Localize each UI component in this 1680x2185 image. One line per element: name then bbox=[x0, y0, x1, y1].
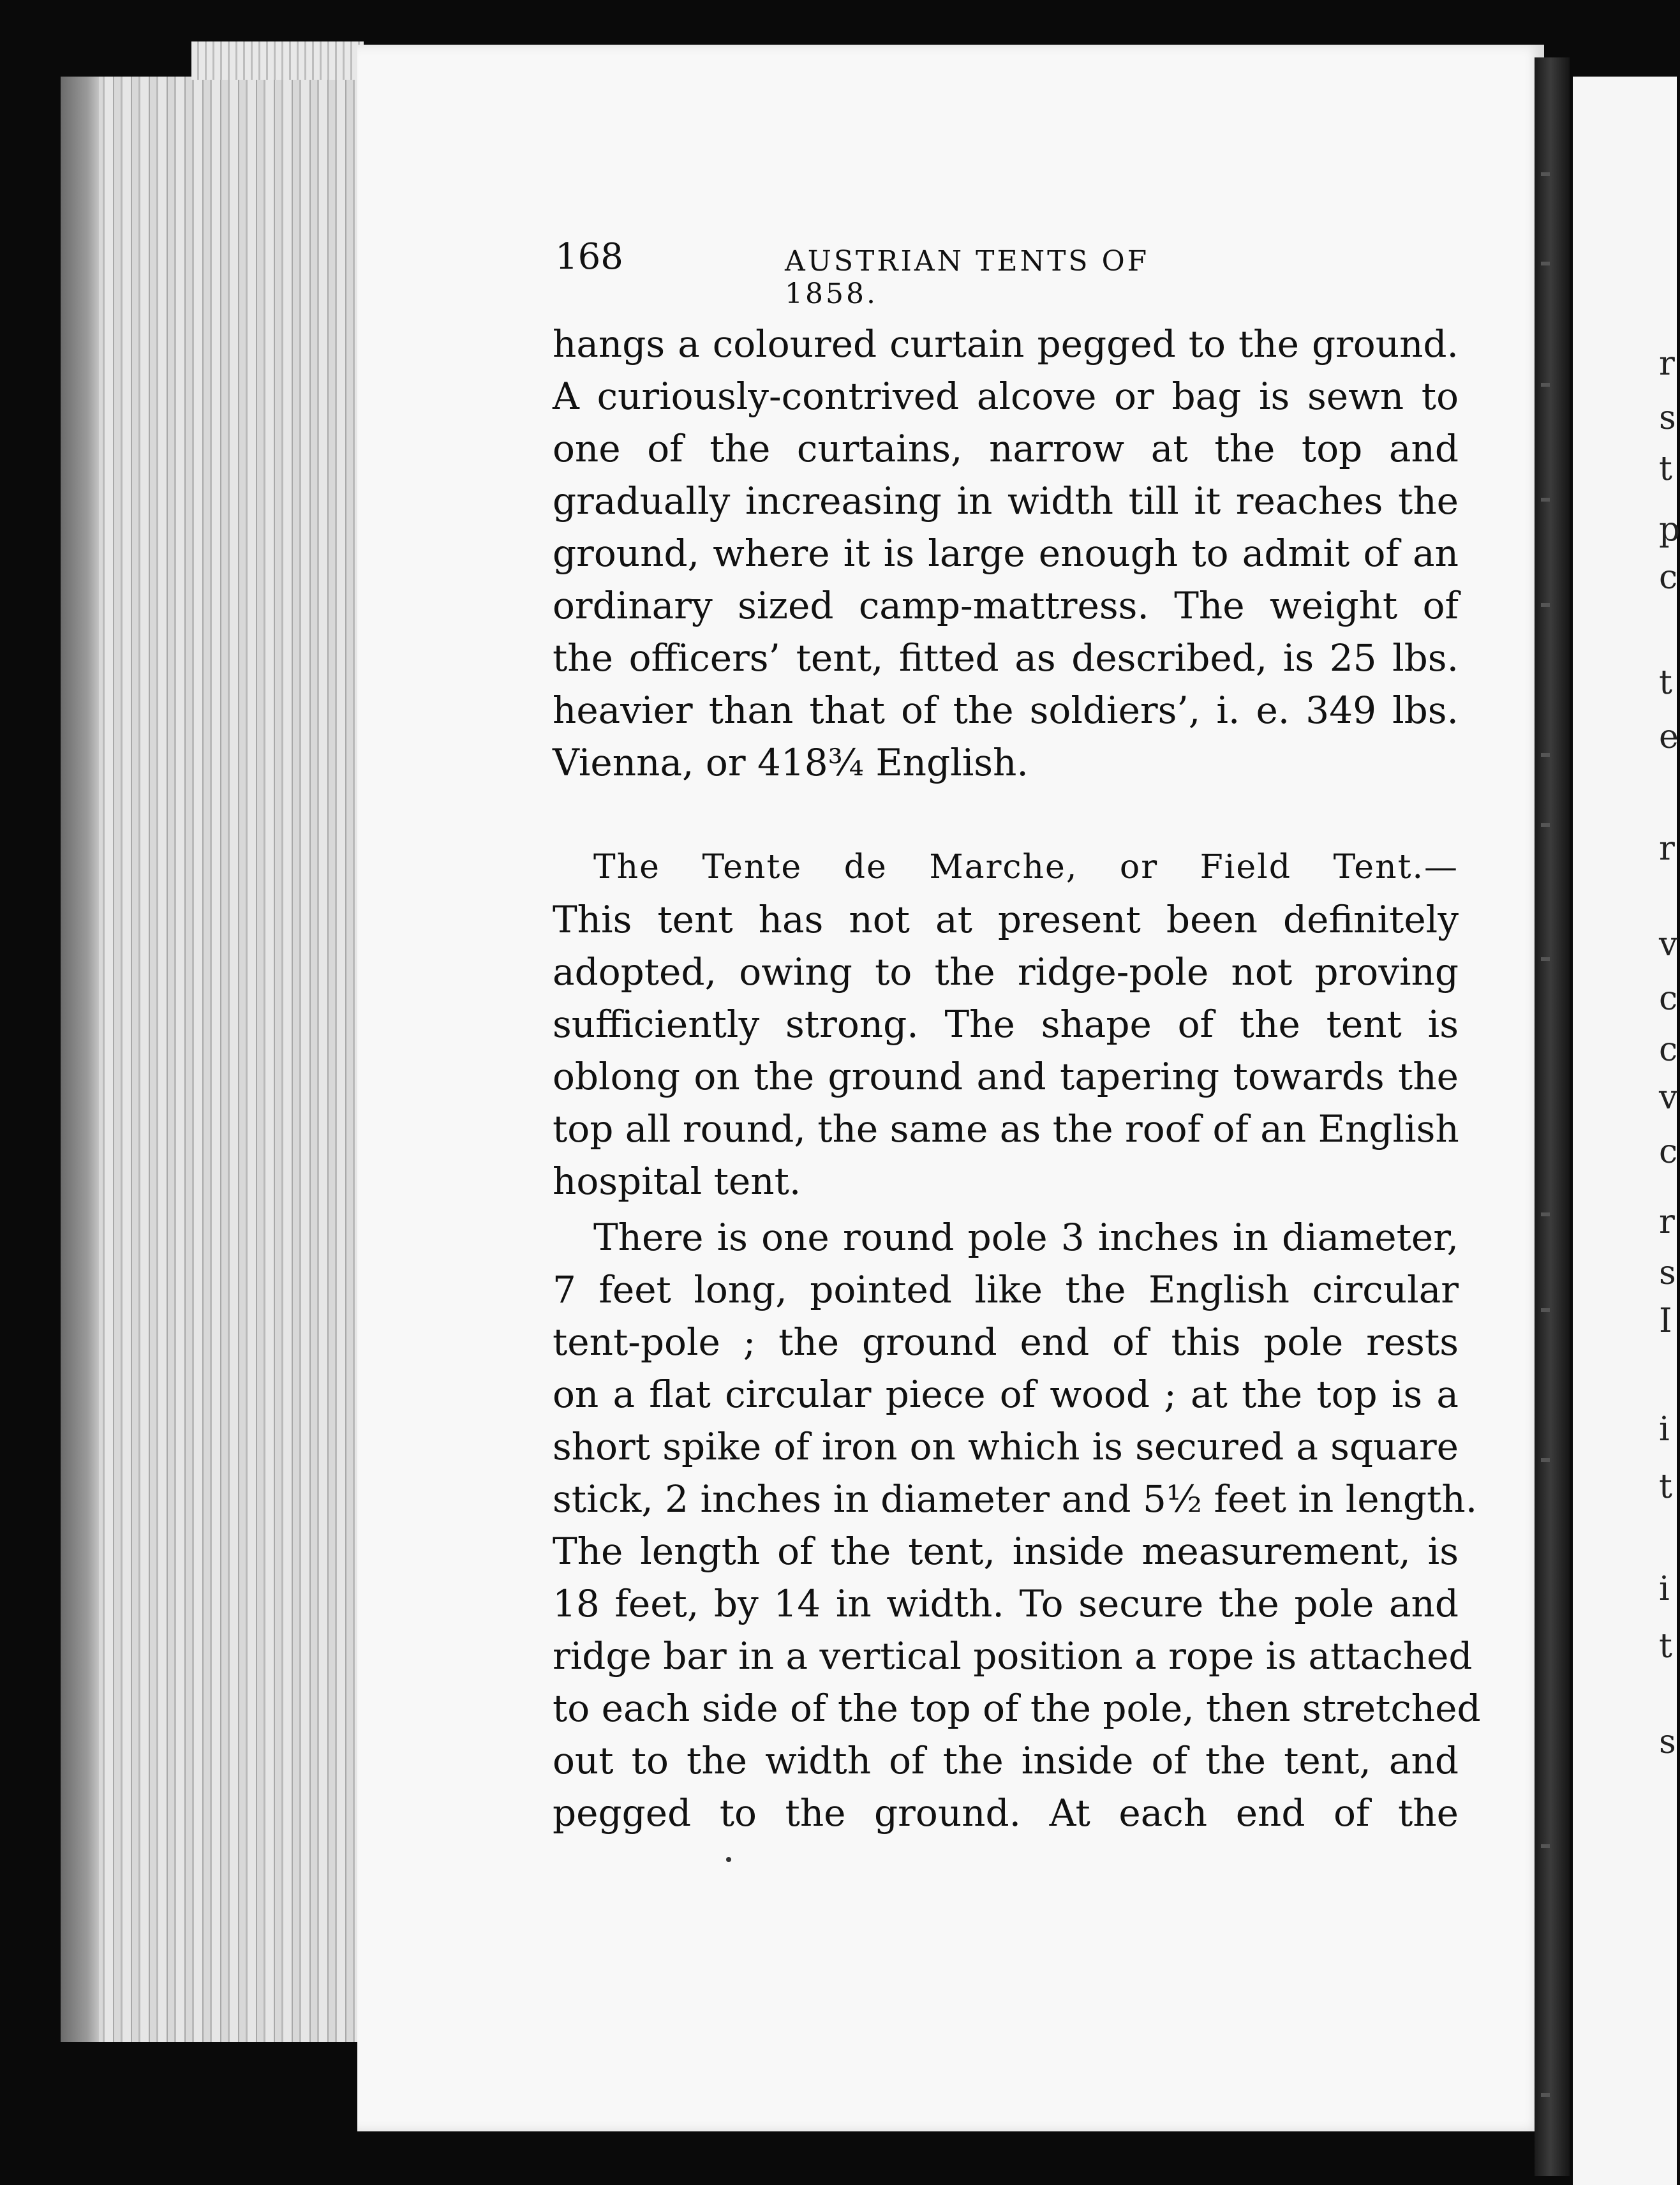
text-line: gradually increasing in width till it reaches the bbox=[553, 479, 1459, 523]
text-line: stick, 2 inches in diameter and 5½ feet in length. bbox=[553, 1477, 1478, 1521]
facing-page-letter: r bbox=[1659, 830, 1675, 868]
facing-page-letter: I bbox=[1659, 1302, 1672, 1340]
paragraph-3 bbox=[553, 1211, 1481, 1839]
text-line: tent-pole ; the ground end of this pole rests bbox=[553, 1320, 1459, 1364]
facing-page-letter: t bbox=[1659, 1627, 1672, 1666]
text-line: to each side of the top of the pole, then stretched bbox=[553, 1687, 1481, 1730]
binding-stitch bbox=[1541, 1844, 1550, 1848]
binding-stitch bbox=[1541, 1212, 1550, 1216]
facing-page-letter: c bbox=[1659, 1031, 1678, 1069]
text-line: ridge bar in a vertical position a rope is attached bbox=[553, 1634, 1473, 1678]
paragraph-2 bbox=[553, 841, 1459, 1207]
section-heading: The Tente de Marche, or Field Tent.— bbox=[593, 848, 1459, 886]
text-line: adopted, owing to the ridge-pole not proving bbox=[553, 950, 1459, 994]
text-line: one of the curtains, narrow at the top and bbox=[553, 427, 1459, 470]
text-line: sufficiently strong. The shape of the tent is bbox=[553, 1003, 1459, 1046]
text-line: hangs a coloured curtain pegged to the ground. bbox=[553, 322, 1459, 366]
page-number: 168 bbox=[555, 236, 623, 278]
binding-stitch bbox=[1541, 1308, 1550, 1312]
facing-page-letter: e bbox=[1659, 718, 1679, 756]
page-edges-shadow bbox=[61, 77, 99, 2042]
page-edges bbox=[61, 77, 361, 2042]
facing-page-letter: s bbox=[1659, 1254, 1676, 1292]
binding-stitch bbox=[1541, 603, 1550, 607]
running-head bbox=[555, 236, 1247, 310]
binding-stitch bbox=[1541, 823, 1550, 827]
facing-page-letter: c bbox=[1659, 980, 1678, 1018]
facing-page-letter: v bbox=[1659, 925, 1678, 964]
facing-page-letter: c bbox=[1659, 558, 1678, 597]
facing-page-letter: s bbox=[1659, 1723, 1676, 1761]
text-line: 18 feet, by 14 in width. To secure the pole and bbox=[553, 1582, 1459, 1625]
facing-page-letter: i bbox=[1659, 1570, 1670, 1608]
text-line: ordinary sized camp-mattress. The weight of bbox=[553, 584, 1459, 627]
facing-page-letter: s bbox=[1659, 399, 1676, 437]
binding-stitch bbox=[1541, 753, 1550, 757]
text-line: hospital tent. bbox=[553, 1160, 801, 1203]
facing-page-letter: p bbox=[1659, 511, 1680, 549]
text-line: The length of the tent, inside measurement, is bbox=[553, 1530, 1459, 1573]
text-line: This tent has not at present been definitely bbox=[553, 898, 1459, 941]
text-line: oblong on the ground and tapering towards the bbox=[553, 1055, 1459, 1098]
binding-stitch bbox=[1541, 172, 1550, 176]
ink-speck bbox=[726, 1857, 731, 1862]
facing-page-letter: r bbox=[1659, 1203, 1675, 1241]
text-line: on a flat circular piece of wood ; at the top is a bbox=[553, 1373, 1459, 1416]
binding-stitch bbox=[1541, 498, 1550, 502]
binding-stitch bbox=[1541, 262, 1550, 265]
text-line: 7 feet long, pointed like the English circular bbox=[553, 1268, 1459, 1311]
text-line: ground, where it is large enough to admit of an bbox=[553, 532, 1459, 575]
page-edges-top bbox=[191, 41, 364, 80]
facing-page-letter: v bbox=[1659, 1078, 1678, 1117]
book-gutter bbox=[1535, 57, 1570, 2176]
facing-page-letter: t bbox=[1659, 1468, 1672, 1506]
text-line: There is one round pole 3 inches in diameter, bbox=[593, 1216, 1459, 1259]
binding-stitch bbox=[1541, 1458, 1550, 1462]
binding-stitch bbox=[1541, 2093, 1550, 2097]
binding-stitch bbox=[1541, 957, 1550, 961]
text-line: short spike of iron on which is secured a square bbox=[553, 1425, 1459, 1468]
text-line: heavier than that of the soldiers’, i. e. 349 lbs. bbox=[553, 689, 1459, 732]
text-line: Vienna, or 418¾ English. bbox=[553, 741, 1029, 784]
text-line: the officers’ tent, fitted as described, is 25 lbs. bbox=[553, 636, 1459, 680]
facing-page-letter: t bbox=[1659, 450, 1672, 488]
running-title: AUSTRIAN TENTS OF 1858. bbox=[785, 245, 1150, 310]
facing-page bbox=[1573, 77, 1677, 2185]
facing-page-letter: c bbox=[1659, 1133, 1678, 1171]
facing-page-letter: r bbox=[1659, 345, 1675, 383]
text-line: pegged to the ground. At each end of the bbox=[553, 1791, 1459, 1835]
paragraph-1 bbox=[553, 318, 1459, 789]
text-line: out to the width of the inside of the tent, and bbox=[553, 1739, 1459, 1782]
facing-page-letter: i bbox=[1659, 1410, 1670, 1449]
text-line: top all round, the same as the roof of an English bbox=[553, 1107, 1459, 1151]
facing-page-letter: t bbox=[1659, 664, 1672, 702]
binding-stitch bbox=[1541, 383, 1550, 387]
text-line: A curiously-contrived alcove or bag is sewn to bbox=[553, 375, 1459, 418]
